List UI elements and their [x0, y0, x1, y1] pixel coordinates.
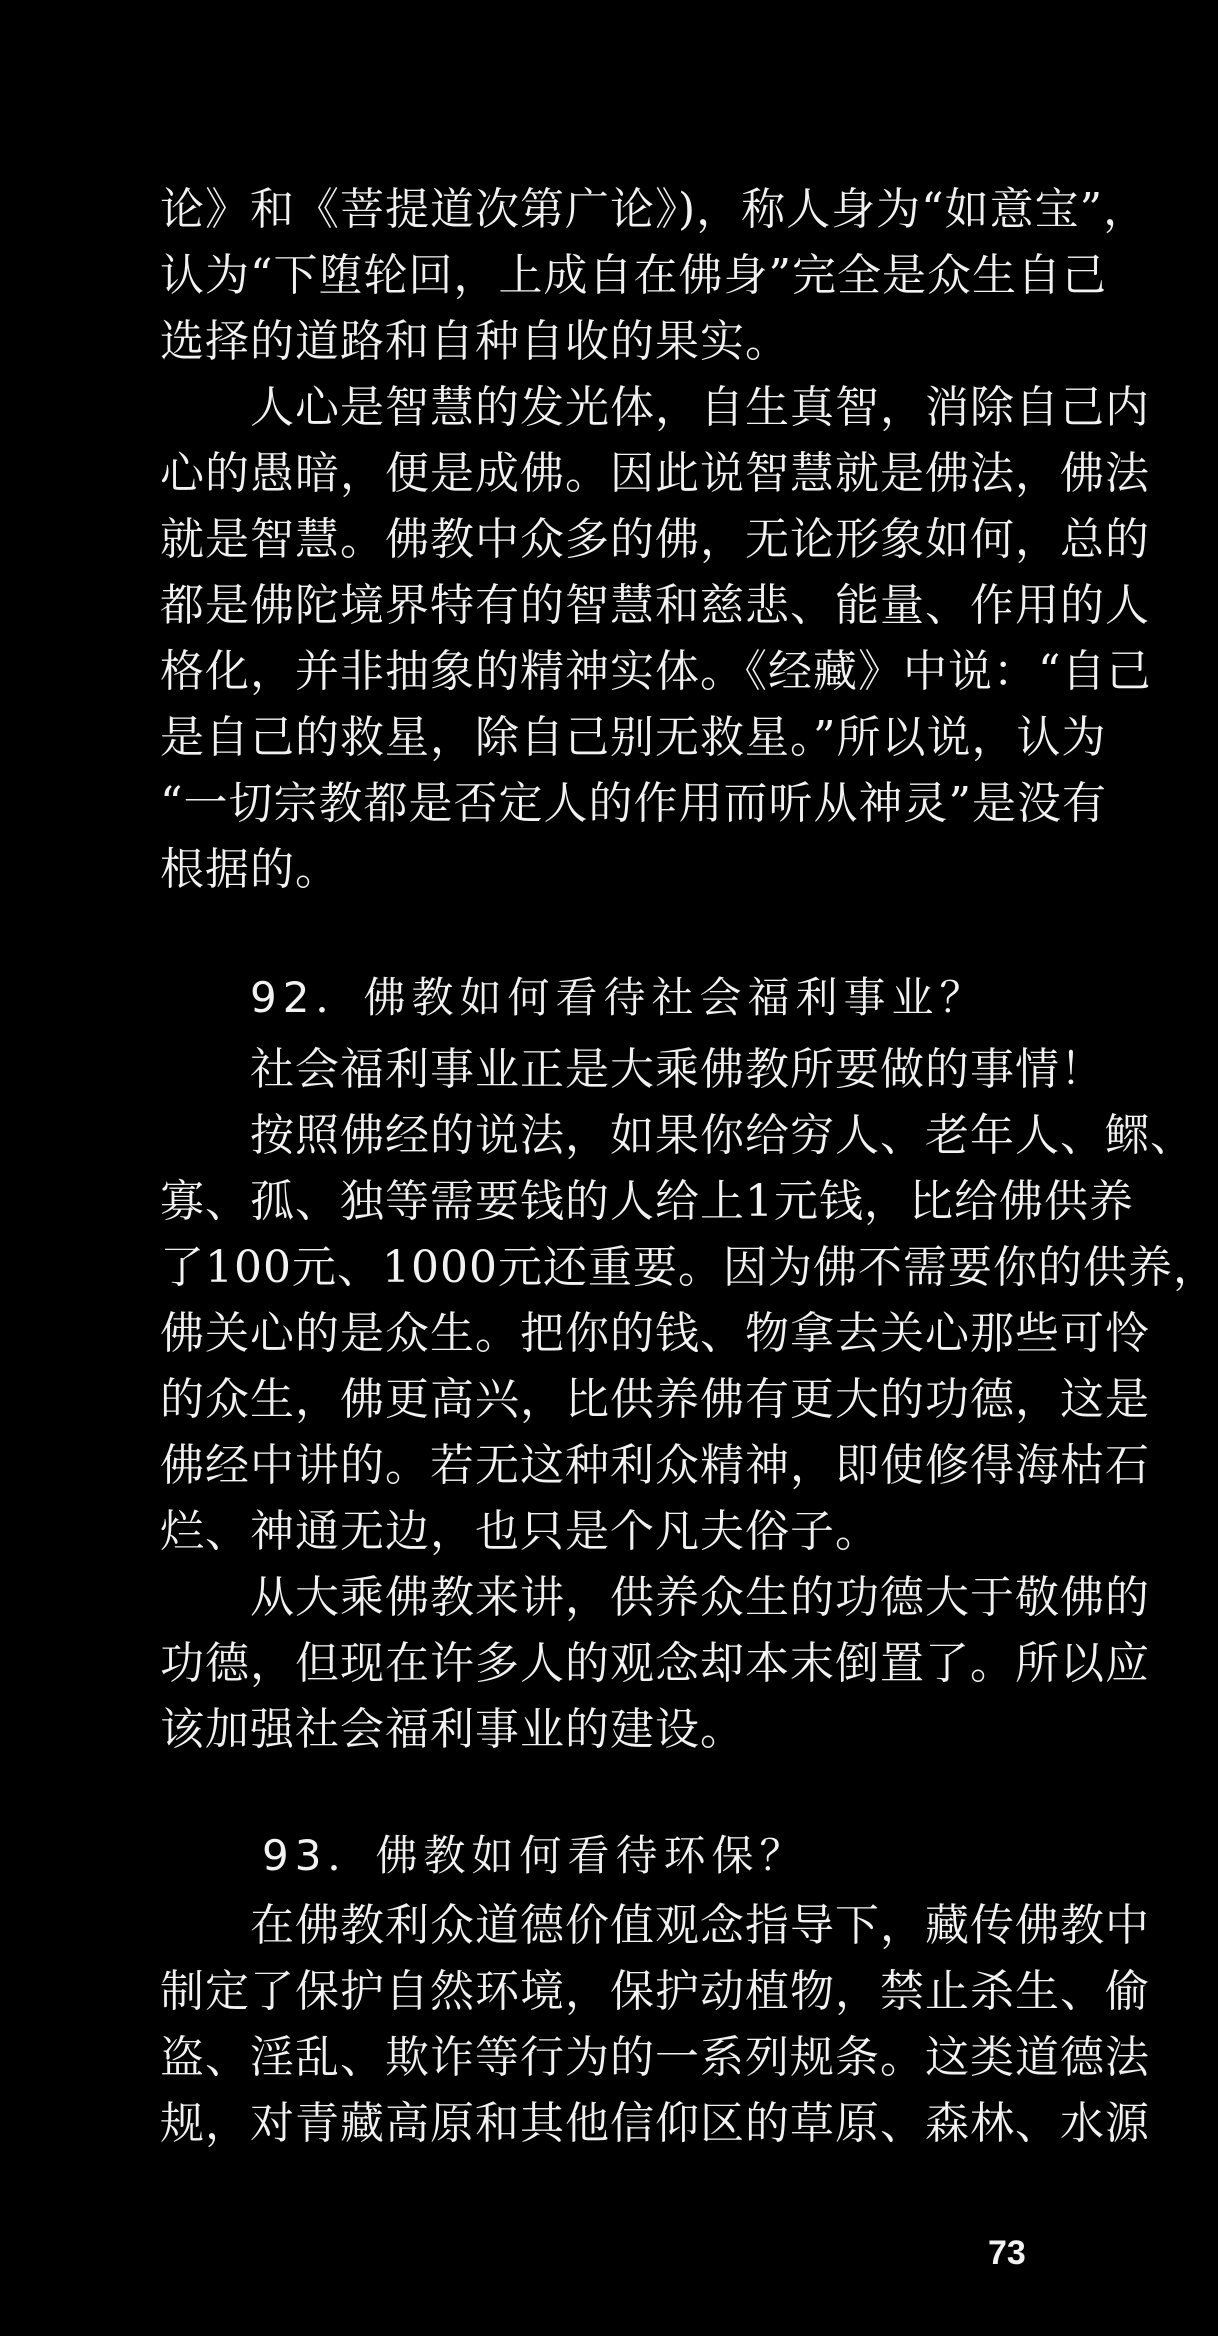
page-number: 73: [988, 2234, 1026, 2272]
text-line: 烂、神通无边，也只是个凡夫俗子。: [160, 1506, 880, 1557]
text-line: 都是佛陀境界特有的智慧和慈悲、能量、作用的人: [160, 580, 1150, 631]
text-line: 从大乘佛教来讲，供养众生的功德大于敬佛的: [250, 1572, 1150, 1623]
text-line: 按照佛经的说法，如果你给穷人、老年人、鳏、: [250, 1110, 1195, 1161]
text-line: 认为“下堕轮回，上成自在佛身”完全是众生自己: [160, 250, 1107, 301]
text-line: “一切宗教都是否定人的作用而听从神灵”是没有: [160, 778, 1107, 829]
section-heading-92: 92．佛教如何看待社会福利事业？: [250, 973, 988, 1022]
text-line: 社会福利事业正是大乘佛教所要做的事情！: [250, 1044, 1105, 1095]
text-line: 规，对青藏高原和其他信仰区的草原、森林、水源: [160, 2098, 1150, 2149]
text-line: 选择的道路和自种自收的果实。: [160, 316, 790, 367]
text-line: 佛关心的是众生。把你的钱、物拿去关心那些可怜: [160, 1308, 1150, 1359]
text-line: 了100元、1000元还重要。因为佛不需要你的供养，: [160, 1242, 1218, 1293]
text-line: 根据的。: [160, 844, 340, 895]
text-line: 制定了保护自然环境，保护动植物，禁止杀生、偷: [160, 1966, 1150, 2017]
text-line: 该加强社会福利事业的建设。: [160, 1704, 745, 1755]
section-heading-93: 93．佛教如何看待环保？: [262, 1831, 808, 1880]
text-line: 功德，但现在许多人的观念却本末倒置了。所以应: [160, 1638, 1150, 1689]
text-line: 格化，并非抽象的精神实体。《经藏》中说：“自己: [160, 646, 1152, 697]
text-line: 的众生，佛更高兴，比供养佛有更大的功德，这是: [160, 1374, 1150, 1425]
text-line: 佛经中讲的。若无这种利众精神，即使修得海枯石: [160, 1440, 1150, 1491]
text-line: 寡、孤、独等需要钱的人给上1元钱，比给佛供养: [160, 1176, 1134, 1227]
text-line: 就是智慧。佛教中众多的佛，无论形象如何，总的: [160, 514, 1150, 565]
text-line: 心的愚暗，便是成佛。因此说智慧就是佛法，佛法: [160, 448, 1150, 499]
text-line: 在佛教利众道德价值观念指导下，藏传佛教中: [250, 1900, 1150, 1951]
text-line: 盗、淫乱、欺诈等行为的一系列规条。这类道德法: [160, 2032, 1150, 2083]
text-line: 是自己的救星，除自己别无救星。”所以说，认为: [160, 712, 1107, 763]
text-line: 人心是智慧的发光体，自生真智，消除自己内: [250, 382, 1150, 433]
text-line: 论》和《菩提道次第广论》)，称人身为“如意宝”，: [160, 184, 1149, 235]
